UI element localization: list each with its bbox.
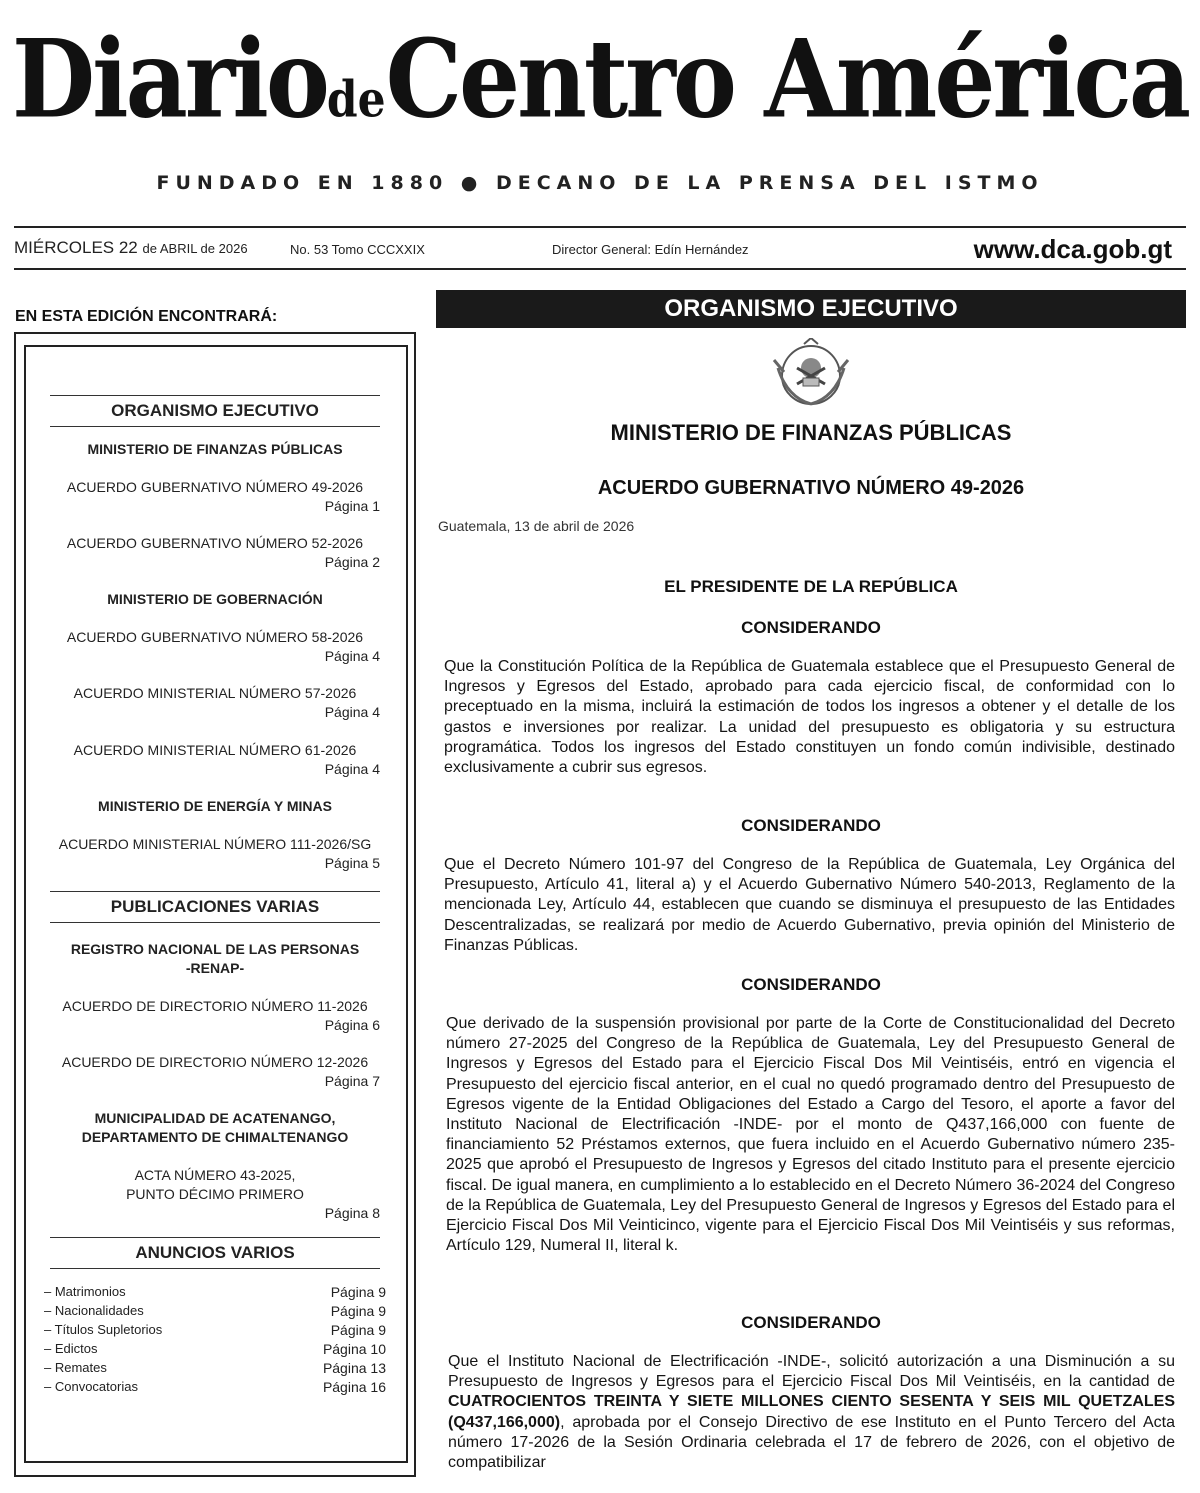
- index-entry-title[interactable]: ACUERDO GUBERNATIVO NÚMERO 52-2026: [66, 535, 364, 551]
- title-part-2: Centro América: [385, 15, 1189, 143]
- misc-item[interactable]: – Edictos: [44, 1341, 98, 1356]
- title-part-1: Diario: [11, 15, 327, 143]
- paragraph-text: , aprobada por el Consejo Directivo de ese Instituto en el Punto Tercero del Acta número 17-2026 de la Sesión Ordinaria celebrada el 17 de febrero de 2026, con el objetivo de compatibilizar: [448, 1413, 1175, 1472]
- title-de: de: [326, 71, 386, 129]
- index-entry-title[interactable]: ACTA NÚMERO 43-2025,: [134, 1167, 296, 1183]
- index-organization: MUNICIPALIDAD DE ACATENANGO,: [94, 1110, 336, 1126]
- index-organization: DEPARTAMENTO DE CHIMALTENANGO: [81, 1129, 349, 1145]
- issue-date: [14, 238, 248, 258]
- considerando-paragraph: [448, 1352, 1175, 1473]
- index-entry-title[interactable]: PUNTO DÉCIMO PRIMERO: [126, 1186, 304, 1202]
- index-entry-title[interactable]: ACUERDO MINISTERIAL NÚMERO 57-2026: [73, 685, 357, 701]
- misc-item-page: Página 9: [330, 1322, 386, 1338]
- considerando-paragraph: Que el Decreto Número 101-97 del Congreso de la República de Guatemala, Ley Orgánica del Presupuesto, Artículo 41, literal a) y el Acuerdo Gubernativo Número 540-2013, Reglamento de la mencionada Ley, Artículo 44, establecen que cuando se disminuya el presupuesto de las Entidades Descentralizadas, se realizará por medio de Acuerdo Gubernativo, previa opinión del Ministerio de Finanzas Públicas.: [444, 856, 1175, 954]
- considerando-heading: CONSIDERANDO: [741, 816, 881, 835]
- index-entry-page: Página 8: [324, 1205, 380, 1221]
- index-rule: [50, 1268, 380, 1269]
- index-entry-title[interactable]: ACUERDO MINISTERIAL NÚMERO 61-2026: [73, 742, 357, 758]
- misc-item[interactable]: – Títulos Supletorios: [44, 1322, 163, 1337]
- index-organization: MINISTERIO DE ENERGÍA Y MINAS: [98, 798, 332, 814]
- misc-item[interactable]: – Matrimonios: [44, 1284, 126, 1299]
- index-heading: EN ESTA EDICIÓN ENCONTRARÁ:: [15, 308, 278, 325]
- index-organization: MINISTERIO DE GOBERNACIÓN: [107, 591, 323, 607]
- index-organization: MINISTERIO DE FINANZAS PÚBLICAS: [87, 441, 343, 457]
- issue-weekday-day: MIÉRCOLES 22: [14, 238, 138, 257]
- considerando-heading: CONSIDERANDO: [741, 618, 881, 637]
- index-entry-page: Página 5: [324, 855, 380, 871]
- index-organization: -RENAP-: [185, 960, 245, 976]
- index-entry-title[interactable]: ACUERDO GUBERNATIVO NÚMERO 58-2026: [66, 629, 364, 645]
- considerando-heading: CONSIDERANDO: [741, 1313, 881, 1332]
- index-entry-page: Página 1: [324, 498, 380, 514]
- index-category: ANUNCIOS VARIOS: [135, 1243, 295, 1262]
- index-entry-title[interactable]: ACUERDO GUBERNATIVO NÚMERO 49-2026: [66, 479, 364, 495]
- amount-in-words: CUATROCIENTOS TREINTA Y SIETE MILLONES CIENTO SESENTA Y SEIS MIL QUETZALES (Q437,166,000): [448, 1393, 1175, 1431]
- misc-item[interactable]: – Nacionalidades: [44, 1303, 144, 1318]
- website-link[interactable]: www.dca.gob.gt: [973, 234, 1172, 264]
- dateline-bar: [14, 226, 1186, 270]
- index-category: ORGANISMO EJECUTIVO: [111, 401, 319, 420]
- index-entry-page: Página 6: [324, 1017, 380, 1033]
- masthead: [0, 15, 1200, 143]
- considerando-paragraph: Que la Constitución Política de la República de Guatemala establece que el Presupuesto General de Ingresos y Egresos del Estado, aprobado para cada ejercicio fiscal, de conformidad con lo preceptuado en la misma, incluirá la estimación de todos los ingresos a obtener y el detalle de los gastos e inversiones por realizar. La unidad del presupuesto es obligatoria y su estructura programática. Todos los ingresos del Estado constituyen un fondo común indivisible, destinado exclusivamente a cubrir sus egresos.: [444, 658, 1175, 777]
- considerando-paragraph: Que derivado de la suspensión provisional por parte de la Corte de Constitucionalidad del Decreto número 27-2025 del Congreso de la República de Guatemala, Ley del Presupuesto General de Ingresos y Egresos del Estado para el Ejercicio Fiscal Dos Mil Veintiséis, entró en vigencia el Presupuesto del ejercicio fiscal anterior, en el cual no quedó programado dentro del Presupuesto de Egresos vigente de la Entidad Obligaciones del Estado a Cargo del Tesoro, el aporte a favor del Instituto Nacional de Electrificación -INDE- por el monto de Q437,166,000 con fuente de financiamiento 52 Préstamos externos, que fuera incluido en el Acuerdo Gubernativo número 235-2025 que aprobó el Presupuesto de Ingresos y Egresos del citado Instituto para el presente ejercicio fiscal. De igual manera, en cumplimiento a lo establecido en el Decreto Número 36-2024 del Congreso de la República de Guatemala, Ley del Presupuesto General de Ingresos y Egresos del Estado para el Ejercicio Fiscal Dos Mil Veinticinco, vigente para el Ejercicio Fiscal Dos Mil Veintiséis y sus reformas, Artículo 129, Numeral II, literal k.: [446, 1015, 1175, 1255]
- misc-item-page: Página 9: [330, 1284, 386, 1300]
- tagline: FUNDADO EN 1880 ● DECANO DE LA PRENSA DEL ISTMO: [156, 172, 1044, 194]
- index-organization: REGISTRO NACIONAL DE LAS PERSONAS: [70, 941, 360, 957]
- ministry-heading: MINISTERIO DE FINANZAS PÚBLICAS: [610, 420, 1012, 445]
- index-entry-page: Página 2: [324, 554, 380, 570]
- considerando-heading: CONSIDERANDO: [741, 975, 881, 994]
- paragraph-text: Que el Instituto Nacional de Electrificación -INDE-, solicitó autorización a una Disminución a su Presupuesto de Ingresos y Egresos para el Ejercicio Fiscal Dos Mil Veintiséis, en la cantidad de: [448, 1353, 1175, 1391]
- index-rule: [50, 395, 380, 396]
- index-rule: [50, 891, 380, 892]
- decree-title: ACUERDO GUBERNATIVO NÚMERO 49-2026: [597, 477, 1025, 499]
- president-heading: EL PRESIDENTE DE LA REPÚBLICA: [664, 577, 958, 596]
- misc-item-page: Página 9: [330, 1303, 386, 1319]
- index-entry-page: Página 4: [324, 704, 380, 720]
- misc-item[interactable]: – Convocatorias: [44, 1379, 138, 1394]
- director-general: Director General: Edín Hernández: [552, 242, 749, 257]
- index-entry-page: Página 7: [324, 1073, 380, 1089]
- misc-item-page: Página 13: [322, 1360, 386, 1376]
- newspaper-title: [0, 15, 1200, 143]
- section-header-bar: ORGANISMO EJECUTIVO: [436, 290, 1186, 328]
- issue-month-year: de ABRIL de 2026: [142, 241, 248, 256]
- misc-item-page: Página 16: [322, 1379, 386, 1395]
- index-entry-title[interactable]: ACUERDO MINISTERIAL NÚMERO 111-2026/SG: [58, 836, 372, 852]
- index-rule: [50, 922, 380, 923]
- index-rule: [50, 1237, 380, 1238]
- index-entry-title[interactable]: ACUERDO DE DIRECTORIO NÚMERO 12-2026: [61, 1054, 369, 1070]
- index-entry-title[interactable]: ACUERDO DE DIRECTORIO NÚMERO 11-2026: [62, 998, 368, 1014]
- index-entry-page: Página 4: [324, 648, 380, 664]
- misc-item[interactable]: – Remates: [44, 1360, 107, 1375]
- issue-number: No. 53 Tomo CCCXXIX: [290, 242, 425, 257]
- index-rule: [50, 426, 380, 427]
- index-category: PUBLICACIONES VARIAS: [110, 897, 320, 916]
- coat-of-arms-icon: [770, 338, 852, 410]
- index-entry-page: Página 4: [324, 761, 380, 777]
- misc-item-page: Página 10: [322, 1341, 386, 1357]
- decree-city-date: Guatemala, 13 de abril de 2026: [438, 518, 635, 534]
